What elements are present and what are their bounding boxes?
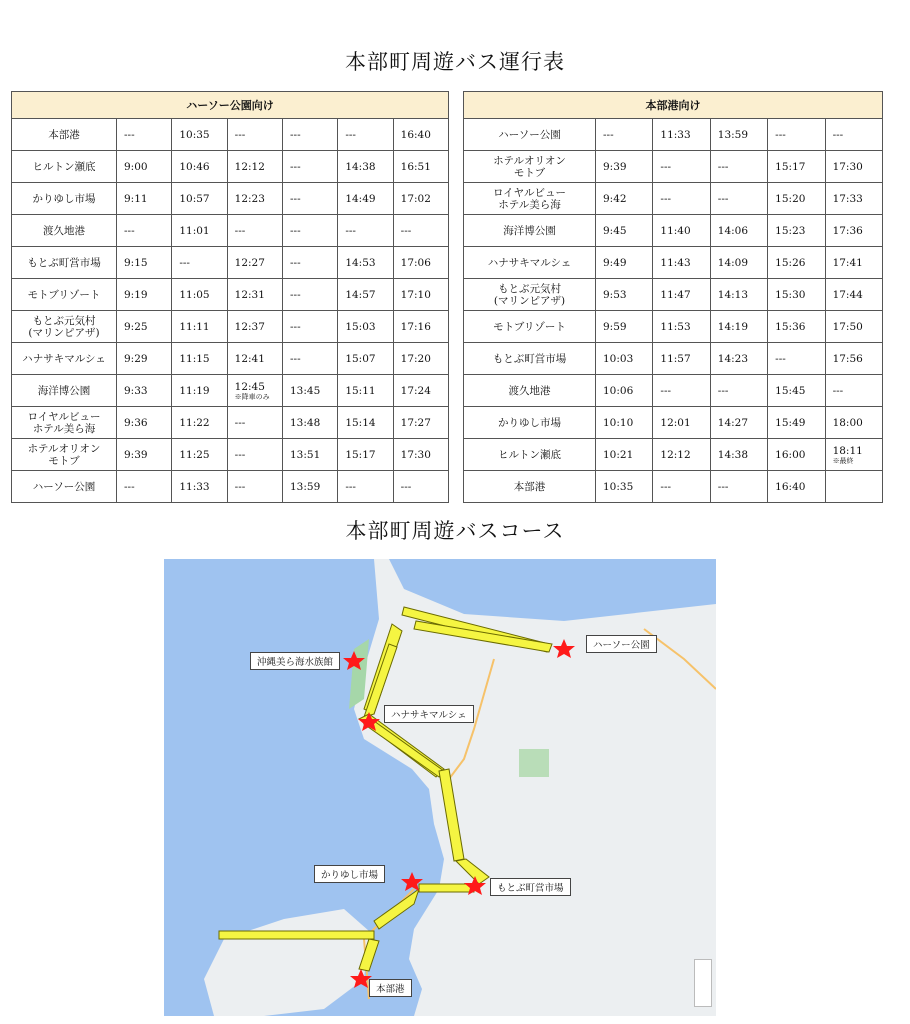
table-header: ハーソー公園向け [12,92,449,119]
departure-time: 10:06 [596,375,653,407]
stop-name: もとぶ元気村 (マリンピアザ) [12,311,117,343]
departure-time: 18:00 [825,407,882,439]
departure-time: 12:41 [227,343,282,375]
departure-time: 14:38 [338,151,393,183]
table-row [464,151,883,183]
departure-time: 11:57 [653,343,710,375]
departure-time: 11:01 [172,215,227,247]
departure-time: 15:17 [768,151,825,183]
departure-time: 10:57 [172,183,227,215]
departure-time: 17:36 [825,215,882,247]
departure-time: --- [282,119,337,151]
stop-name: 渡久地港 [12,215,117,247]
table-row [12,343,449,375]
departure-time: 9:42 [596,183,653,215]
departure-time: --- [393,471,448,503]
departure-time: 13:51 [282,439,337,471]
departure-time: 11:33 [653,119,710,151]
departure-time: --- [710,151,767,183]
departure-time: 14:38 [710,439,767,471]
departure-time: 11:11 [172,311,227,343]
stop-name: ハーソー公園 [464,119,596,151]
departure-time: --- [117,119,172,151]
departure-time: 14:06 [710,215,767,247]
stop-name: 海洋博公園 [12,375,117,407]
departure-time: 10:21 [596,439,653,471]
table-row [12,247,449,279]
departure-time: 11:05 [172,279,227,311]
departure-time: --- [117,471,172,503]
departure-time: --- [227,439,282,471]
departure-time: 9:59 [596,311,653,343]
departure-time: 16:40 [393,119,448,151]
table-header: 本部港向け [464,92,883,119]
departure-time: --- [393,215,448,247]
table-row [12,439,449,471]
table-row [464,247,883,279]
departure-time: --- [596,119,653,151]
departure-time: 9:39 [596,151,653,183]
table-row [464,119,883,151]
departure-time: 17:30 [393,439,448,471]
departure-time: 14:13 [710,279,767,311]
departure-time: --- [338,215,393,247]
departure-time: --- [282,343,337,375]
table-row [12,375,449,407]
departure-time: 11:43 [653,247,710,279]
timetable-title: 本部町周遊バス運行表 [345,50,565,74]
departure-time: --- [653,471,710,503]
departure-time: 17:16 [393,311,448,343]
departure-time: 14:19 [710,311,767,343]
table-row [12,311,449,343]
departure-time: 9:19 [117,279,172,311]
departure-time: 9:33 [117,375,172,407]
table-row [464,183,883,215]
map-graphic [164,559,716,1016]
departure-time: 9:29 [117,343,172,375]
departure-time: --- [710,183,767,215]
departure-time: 10:46 [172,151,227,183]
departure-time: 17:33 [825,183,882,215]
departure-time: 17:27 [393,407,448,439]
departure-time: 9:15 [117,247,172,279]
table-row [12,215,449,247]
departure-time: 15:45 [768,375,825,407]
time-note: ※降車のみ [234,392,270,401]
departure-time: 11:15 [172,343,227,375]
table-row [464,439,883,471]
departure-time: 15:14 [338,407,393,439]
departure-time: 14:49 [338,183,393,215]
departure-time: 15:20 [768,183,825,215]
departure-time: 15:17 [338,439,393,471]
stop-name: もとぶ町営市場 [464,343,596,375]
departure-time: 13:59 [710,119,767,151]
table-row [464,311,883,343]
table-row [464,279,883,311]
departure-time: --- [825,119,882,151]
departure-time: 17:02 [393,183,448,215]
departure-time: 11:53 [653,311,710,343]
stop-name: ロイヤルビュー ホテル美ら海 [12,407,117,439]
table-row [12,407,449,439]
departure-time: 9:45 [596,215,653,247]
departure-time: --- [282,151,337,183]
departure-time: 10:10 [596,407,653,439]
departure-time: 18:11 ※最終 [825,439,882,471]
stop-name: モトブリゾート [464,311,596,343]
departure-time: 12:37 [227,311,282,343]
departure-time: --- [227,119,282,151]
departure-time: 11:19 [172,375,227,407]
stop-name: モトブリゾート [12,279,117,311]
departure-time: 16:00 [768,439,825,471]
departure-time: 10:03 [596,343,653,375]
departure-time: 17:20 [393,343,448,375]
stop-name: ハナサキマルシェ [464,247,596,279]
departure-time: 14:09 [710,247,767,279]
departure-time: 17:30 [825,151,882,183]
departure-time: 17:41 [825,247,882,279]
map-label-aquarium: 沖縄美ら海水族館 [250,652,340,670]
table-row [12,471,449,503]
stop-name: かりゆし市場 [464,407,596,439]
departure-time: --- [710,375,767,407]
stop-name: ロイヤルビュー ホテル美ら海 [464,183,596,215]
map-label-kariyushi: かりゆし市場 [314,865,385,883]
departure-time: 15:49 [768,407,825,439]
departure-time: 17:10 [393,279,448,311]
departure-time: --- [653,151,710,183]
departure-time: 17:56 [825,343,882,375]
departure-time: 12:12 [653,439,710,471]
departure-time: 15:07 [338,343,393,375]
table-row [12,119,449,151]
stop-name: もとぶ町営市場 [12,247,117,279]
departure-time: 9:36 [117,407,172,439]
departure-time: --- [227,215,282,247]
departure-time: 16:51 [393,151,448,183]
departure-time: 15:03 [338,311,393,343]
route-map[interactable] [164,559,716,1016]
departure-time: 9:25 [117,311,172,343]
map-label-port: 本部港 [369,979,412,997]
stop-name: ハーソー公園 [12,471,117,503]
stop-name: ホテルオリオン モトブ [12,439,117,471]
departure-time: --- [282,279,337,311]
departure-time: --- [282,311,337,343]
time-note: ※最終 [832,456,854,465]
departure-time: --- [227,407,282,439]
departure-time: 9:00 [117,151,172,183]
departure-time: --- [282,215,337,247]
stop-name: 渡久地港 [464,375,596,407]
departure-time: 16:40 [768,471,825,503]
departure-time: 15:11 [338,375,393,407]
departure-time: 12:12 [227,151,282,183]
departure-time: 11:25 [172,439,227,471]
departure-time: 12:23 [227,183,282,215]
departure-time: --- [338,119,393,151]
stop-name: 本部港 [12,119,117,151]
map-label-hasso: ハーソー公園 [586,635,657,653]
departure-time: 17:50 [825,311,882,343]
departure-time: 17:06 [393,247,448,279]
departure-time: --- [768,343,825,375]
departure-time: 11:40 [653,215,710,247]
departure-time: 9:53 [596,279,653,311]
departure-time: 9:49 [596,247,653,279]
stop-name: ハナサキマルシェ [12,343,117,375]
departure-time: 17:44 [825,279,882,311]
timetable-to-hasso [11,91,449,503]
timetable-to-port [463,91,883,503]
stop-name: ヒルトン瀬底 [12,151,117,183]
table-row [12,151,449,183]
table-row [464,407,883,439]
departure-time: 14:57 [338,279,393,311]
departure-time: --- [282,183,337,215]
table-row [464,343,883,375]
stop-name: 海洋博公園 [464,215,596,247]
map-label-hanasaki: ハナサキマルシェ [384,705,474,723]
departure-time: 9:39 [117,439,172,471]
stop-name: ヒルトン瀬底 [464,439,596,471]
departure-time: 14:23 [710,343,767,375]
departure-time: 13:45 [282,375,337,407]
course-title: 本部町周遊バスコース [345,519,565,543]
table-row [464,215,883,247]
departure-time: 12:45 ※降車のみ [227,375,282,407]
zoom-controls[interactable] [694,959,712,1007]
table-row [464,375,883,407]
departure-time: --- [653,375,710,407]
departure-time: --- [282,247,337,279]
stop-name: かりゆし市場 [12,183,117,215]
departure-time: 9:11 [117,183,172,215]
departure-time: --- [227,471,282,503]
departure-time: --- [653,183,710,215]
departure-time [825,471,882,503]
stop-name: ホテルオリオン モトブ [464,151,596,183]
departure-time: 15:23 [768,215,825,247]
departure-time: 17:24 [393,375,448,407]
departure-time: 11:47 [653,279,710,311]
departure-time: --- [768,119,825,151]
departure-time: 14:27 [710,407,767,439]
departure-time: --- [172,247,227,279]
departure-time: 12:01 [653,407,710,439]
departure-time: 15:26 [768,247,825,279]
departure-time: 10:35 [172,119,227,151]
departure-time: 11:33 [172,471,227,503]
table-row [12,183,449,215]
departure-time: 11:22 [172,407,227,439]
departure-time: 13:59 [282,471,337,503]
departure-time: --- [117,215,172,247]
departure-time: 10:35 [596,471,653,503]
departure-time: 13:48 [282,407,337,439]
stop-name: もとぶ元気村 (マリンピアザ) [464,279,596,311]
departure-time: --- [825,375,882,407]
departure-time: 14:53 [338,247,393,279]
departure-time: 12:27 [227,247,282,279]
departure-time: 15:30 [768,279,825,311]
departure-time: 12:31 [227,279,282,311]
departure-time: --- [710,471,767,503]
stop-name: 本部港 [464,471,596,503]
map-label-market: もとぶ町営市場 [490,878,571,896]
table-row [12,279,449,311]
departure-time: --- [338,471,393,503]
table-row [464,471,883,503]
departure-time: 15:36 [768,311,825,343]
